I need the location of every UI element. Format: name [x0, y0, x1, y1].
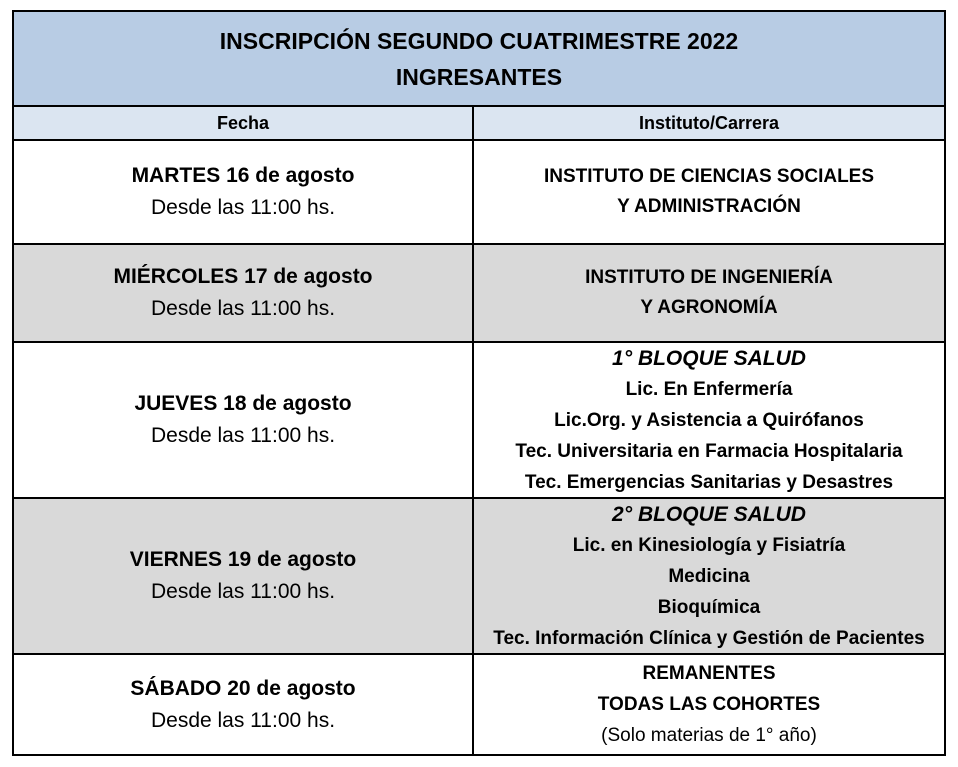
- career-item: Tec. Información Clínica y Gestión de Pacientes: [493, 627, 925, 649]
- title-line-1: INSCRIPCIÓN SEGUNDO CUATRIMESTRE 2022: [219, 27, 739, 54]
- institute-cell: [474, 499, 944, 653]
- date-cell: [14, 343, 474, 497]
- block-label: 1° BLOQUE SALUD: [612, 346, 806, 370]
- date-cell: [14, 141, 474, 243]
- date-cell: [14, 245, 474, 341]
- institute-cell: [474, 343, 944, 497]
- date-label: MARTES 16 de agosto: [131, 164, 355, 187]
- block-label: 2° BLOQUE SALUD: [612, 502, 806, 526]
- date-label: JUEVES 18 de agosto: [134, 392, 352, 415]
- career-item: Bioquímica: [657, 596, 761, 618]
- time-label: Desde las 11:00 hs.: [150, 196, 336, 219]
- time-label: Desde las 11:00 hs.: [150, 424, 336, 447]
- date-label: MIÉRCOLES 17 de agosto: [113, 265, 373, 288]
- date-cell: [14, 499, 474, 653]
- time-label: Desde las 11:00 hs.: [150, 297, 336, 320]
- institute-line-1: INSTITUTO DE CIENCIAS SOCIALES: [543, 166, 875, 187]
- career-item: Lic. en Kinesiología y Fisiatría: [572, 534, 846, 556]
- career-item: Lic.Org. y Asistencia a Quirófanos: [554, 409, 864, 431]
- enrollment-schedule-table: [12, 10, 946, 756]
- time-label: Desde las 11:00 hs.: [150, 580, 336, 603]
- table-row: [14, 343, 944, 499]
- institute-cell: [474, 141, 944, 243]
- remnants-label: REMANENTES: [642, 663, 776, 684]
- institute-line-2: Y ADMINISTRACIÓN: [617, 196, 801, 217]
- date-label: SÁBADO 20 de agosto: [130, 676, 356, 700]
- institute-line-2: Y AGRONOMÍA: [640, 297, 778, 318]
- column-header-date: Fecha: [14, 107, 474, 141]
- career-item: Lic. En Enfermería: [625, 378, 793, 400]
- table-row: [14, 245, 944, 343]
- date-label: VIERNES 19 de agosto: [129, 548, 357, 571]
- career-item: Tec. Emergencias Sanitarias y Desastres: [524, 471, 894, 493]
- career-item: Tec. Universitaria en Farmacia Hospitalaria: [515, 440, 903, 462]
- institute-line-1: INSTITUTO DE INGENIERÍA: [585, 267, 833, 288]
- table-row: [14, 141, 944, 245]
- time-label: Desde las 11:00 hs.: [150, 708, 336, 732]
- note-label: (Solo materias de 1° año): [601, 725, 817, 746]
- date-cell: [14, 655, 474, 754]
- institute-cell: [474, 655, 944, 754]
- career-item: Medicina: [668, 565, 750, 587]
- title-line-2: INGRESANTES: [395, 63, 563, 90]
- table-row: [14, 655, 944, 754]
- table-row: [14, 499, 944, 655]
- cohorts-label: TODAS LAS COHORTES: [597, 694, 821, 715]
- institute-cell: [474, 245, 944, 341]
- table-title: [14, 12, 944, 107]
- column-header-institute: Instituto/Carrera: [474, 107, 944, 141]
